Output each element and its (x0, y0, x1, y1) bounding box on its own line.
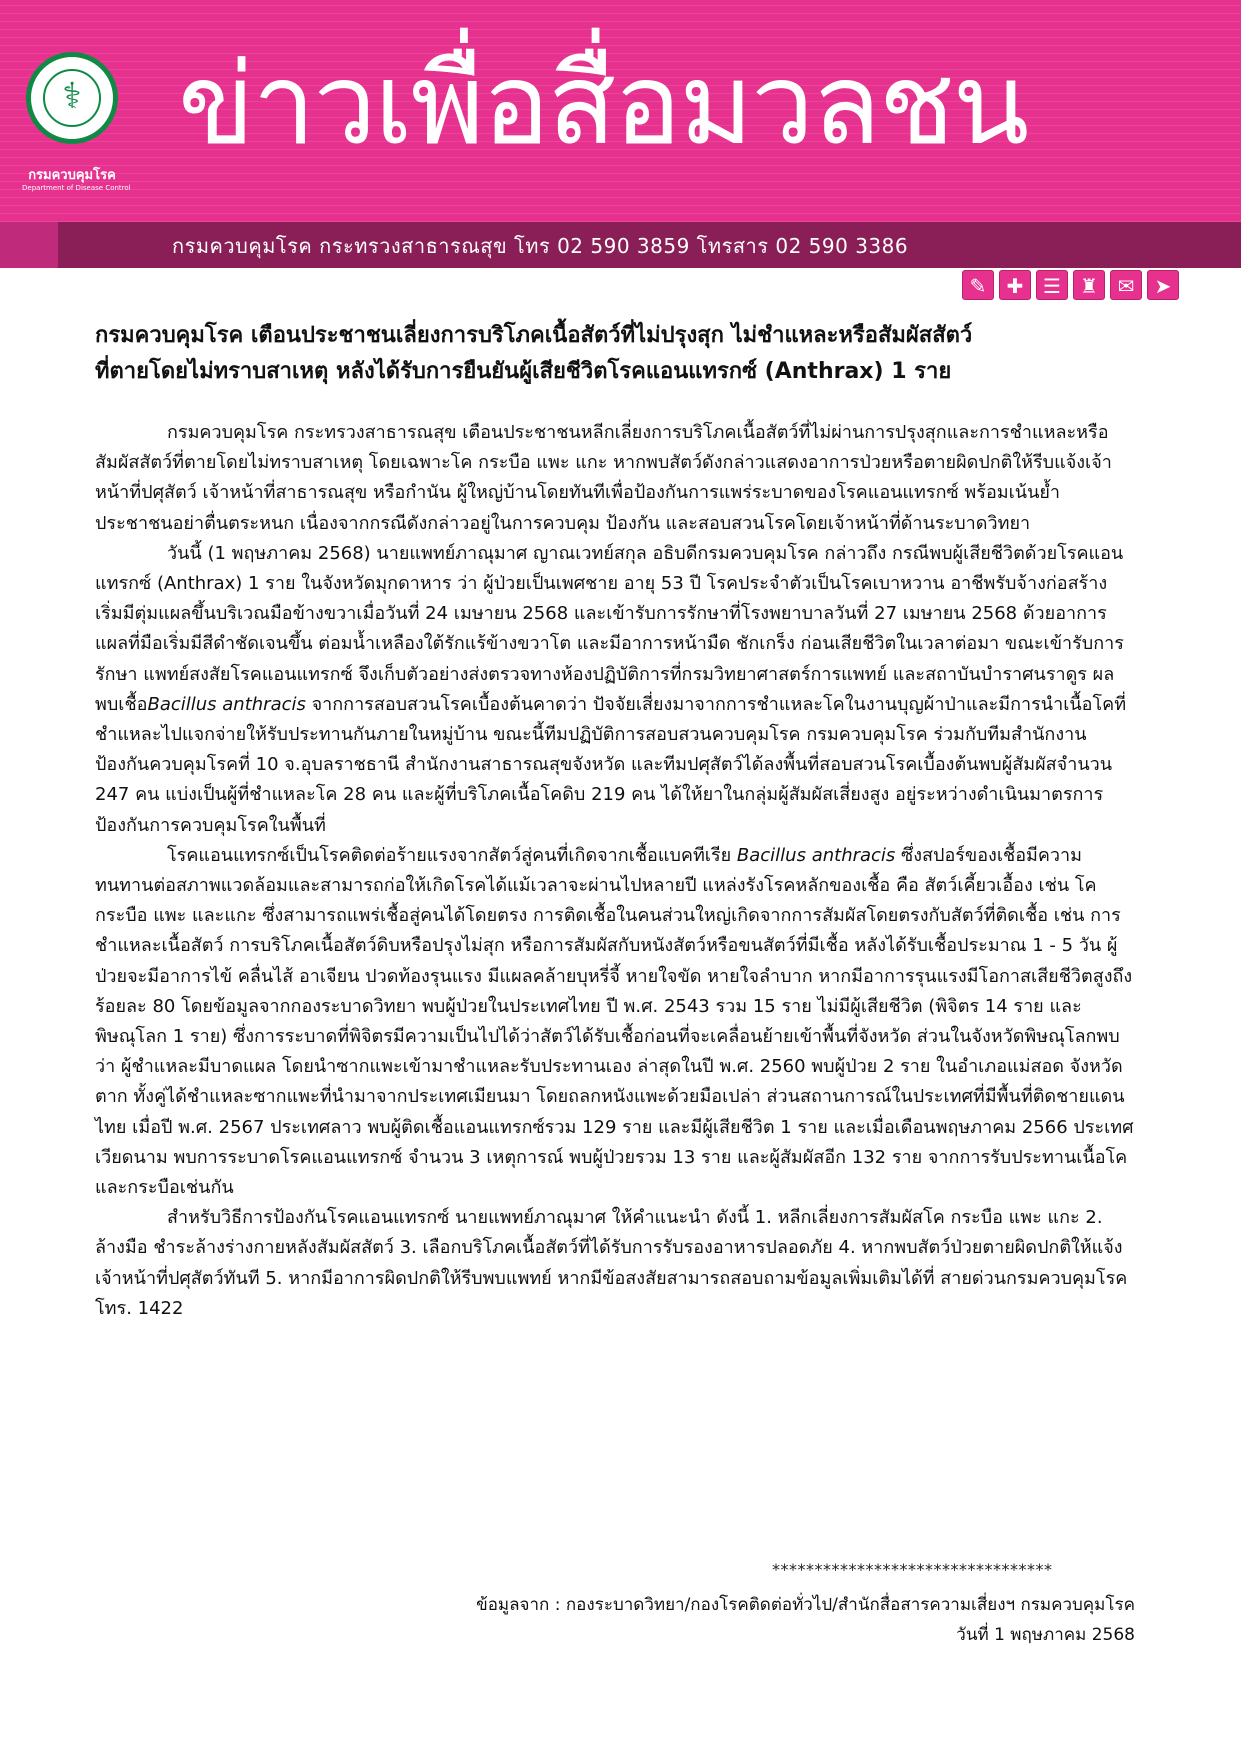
paragraph-2: วันนี้ (1 พฤษภาคม 2568) นายแพทย์ภาณุมาศ ญาณเวทย์สกุล อธิบดีกรมควบคุมโรค กล่าวถึง กรณีพบผู้เสียชีวิตด้วยโรคแอนแทรกซ์ (Anthrax) 1 ราย ในจังหวัดมุกดาหาร ว่า ผู้ป่วยเป็นเพศชาย อายุ 53 ปี โรคประจำตัวเป็นโรคเบาหวาน อาชีพรับจ้างก่อสร้าง เริ่มมีตุ่มแผลขึ้นบริเวณมือข้างขวาเมื่อวันที่ 24 เมษายน 2568 และเข้ารับการรักษาที่โรงพยาบาลวันที่ 27 เมษายน 2568 ด้วยอาการแผลที่มือเริ่มมีสีดำชัดเจนขึ้น ต่อมน้ำเหลืองใต้รักแร้ข้างขวาโต และมีอาการหน้ามืด ชักเกร็ง ก่อนเสียชีวิตในเวลาต่อมา ขณะเข้ารับการรักษา แพทย์สงสัยโรคแอนแทรกซ์ จึงเก็บตัวอย่างส่งตรวจทางห้องปฏิบัติการที่กรมวิทยาศาสตร์การแพทย์ และสถาบันบำราศนราดูร ผลพบเชื้อBacillus anthracis จากการสอบสวนโรคเบื้องต้นคาดว่า ปัจจัยเสี่ยงมาจากการชำแหละโคในงานบุญผ้าป่าและมีการนำเนื้อโคที่ชำแหละไปแจกจ่ายให้รับประทานกันภายในหมู่บ้าน ขณะนี้ทีมปฏิบัติการสอบสวนควบคุมโรค กรมควบคุมโรค ร่วมกับทีมสำนักงานป้องกันควบคุมโรคที่ 10 จ.อุบลราชธานี สำนักงานสาธารณสุขจังหวัด และทีมปศุสัตว์ได้ลงพื้นที่สอบสวนโรคเบื้องต้นพบผู้สัมผัสจำนวน 247 คน แบ่งเป็นผู้ที่ชำแหละโค 28 คน และผู้ที่บริโภคเนื้อโคดิบ 219 คน ได้ให้ยาในกลุ่มผู้สัมผัสเสี่ยงสูง อยู่ระหว่างดำเนินมาตรการป้องกันการควบคุมโรคในพื้นที่ (95, 542, 1127, 836)
flask-icon: ♜ (1073, 270, 1105, 300)
medical-cross-icon: ✚ (999, 270, 1031, 300)
article-headline (95, 318, 1145, 390)
clipboard-icon: ☰ (1036, 270, 1068, 300)
speech-bubble-icon: ✉ (1110, 270, 1142, 300)
paragraph-1: กรมควบคุมโรค กระทรวงสาธารณสุข เตือนประชาชนหลีกเลี่ยงการบริโภคเนื้อสัตว์ที่ไม่ผ่านการปรุงสุกและการชำแหละหรือสัมผัสสัตว์ที่ตายโดยไม่ทราบสาเหตุ โดยเฉพาะโค กระบือ แพะ แกะ หากพบสัตว์ดังกล่าวแสดงอาการป่วยหรือตายผิดปกติให้รีบแจ้งเจ้าหน้าที่ปศุสัตว์ เจ้าหน้าที่สาธารณสุข หรือกำนัน ผู้ใหญ่บ้านโดยทันทีเพื่อป้องกันการแพร่ระบาดของโรคแอนแทรกซ์ พร้อมเน้นย้ำประชาชนอย่าตื่นตระหนก เนื่องจากกรณีดังกล่าวอยู่ในการควบคุม ป้องกัน และสอบสวนโรคโดยเจ้าหน้าที่ด้านระบาดวิทยา (95, 422, 1112, 534)
logo-english-name: Department of Disease Control (22, 184, 131, 192)
pathogen-name: Bacillus anthracis (147, 693, 306, 715)
megaphone-icon: ➤ (1147, 270, 1179, 300)
headline-line-2: ที่ตายโดยไม่ทราบสาเหตุ หลังได้รับการยืนยันผู้เสียชีวิตโรคแอนแทรกซ์ (Anthrax) 1 ราย (95, 359, 952, 384)
caduceus-icon: ⚕ (62, 76, 82, 117)
logo-emblem (26, 52, 118, 144)
source-credit (476, 1590, 1135, 1650)
logo-name: กรมควบคุมโรค (28, 168, 116, 183)
contact-bar (0, 222, 1241, 268)
syringe-icon: ✎ (962, 270, 994, 300)
contact-text: กรมควบคุมโรค กระทรวงสาธารณสุข โทร 02 590 3859 โทรสาร 02 590 3386 (172, 234, 909, 258)
publish-date: วันที่ 1 พฤษภาคม 2568 (956, 1625, 1135, 1645)
article-body (95, 418, 1135, 1324)
header-banner (0, 0, 1241, 222)
banner-title: ข่าวเพื่อสื่อมวลชน (178, 40, 1028, 170)
paragraph-4: สำหรับวิธีการป้องกันโรคแอนแทรกซ์ นายแพทย์ภาณุมาศ ให้คำแนะนำ ดังนี้ 1. หลีกเลี่ยงการสัมผัสโค กระบือ แพะ แกะ 2. ล้างมือ ชำระล้างร่างกายหลังสัมผัสสัตว์ 3. เลือกบริโภคเนื้อสัตว์ที่ได้รับการรับรองอาหารปลอดภัย 4. หากพบสัตว์ป่วยตายผิดปกติให้แจ้งเจ้าหน้าที่ปศุสัตว์ทันที 5. หากมีอาการผิดปกติให้รีบพบแพทย์ หากมีข้อสงสัยสามารถสอบถามข้อมูลเพิ่มเติมได้ที่ สายด่วนกรมควบคุมโรค โทร. 1422 (95, 1207, 1128, 1319)
divider-stars: ********************************* (772, 1560, 1053, 1579)
source-text: ข้อมูลจาก : กองระบาดวิทยา/กองโรคติดต่อทั่วไป/สำนักสื่อสารความเสี่ยงฯ กรมควบคุมโรค (476, 1595, 1135, 1615)
headline-line-1: กรมควบคุมโรค เตือนประชาชนเลี่ยงการบริโภคเนื้อสัตว์ที่ไม่ปรุงสุก ไม่ชำแหละหรือสัมผัสสัตว์ (95, 323, 973, 348)
ddc-logo (22, 52, 131, 202)
paragraph-3: โรคแอนแทรกซ์เป็นโรคติดต่อร้ายแรงจากสัตว์สู่คนที่เกิดจากเชื้อแบคทีเรีย Bacillus anthracis ซึ่งสปอร์ของเชื้อมีความทนทานต่อสภาพแวดล้อมและสามารถก่อให้เกิดโรคได้แม้เวลาจะผ่านไปหลายปี แหล่งรังโรคหลักของเชื้อ คือ สัตว์เคี้ยวเอื้อง เช่น โค กระบือ แพะ และแกะ ซึ่งสามารถแพร่เชื้อสู่คนได้โดยตรง การติดเชื้อในคนส่วนใหญ่เกิดจากการสัมผัสโดยตรงกับสัตว์ที่ติดเชื้อ เช่น การชำแหละเนื้อสัตว์ การบริโภคเนื้อสัตว์ดิบหรือปรุงไม่สุก หรือการสัมผัสกับหนังสัตว์หรือขนสัตว์ที่มีเชื้อ หลังได้รับเชื้อประมาณ 1 - 5 วัน ผู้ป่วยจะมีอาการไข้ คลื่นไส้ อาเจียน ปวดท้องรุนแรง มีแผลคล้ายบุหรี่จี้ หายใจขัด หายใจลำบาก หากมีอาการรุนแรงมีโอกาสเสียชีวิตสูงถึงร้อยละ 80 โดยข้อมูลจากกองระบาดวิทยา พบผู้ป่วยในประเทศไทย ปี พ.ศ. 2543 รวม 15 ราย ไม่มีผู้เสียชีวิต (พิจิตร 14 ราย และพิษณุโลก 1 ราย) ซึ่งการระบาดที่พิจิตรมีความเป็นไปได้ว่าสัตว์ได้รับเชื้อก่อนที่จะเคลื่อนย้ายเข้าพื้นที่จังหวัด ส่วนในจังหวัดพิษณุโลกพบว่า ผู้ชำแหละมีบาดแผล โดยนำซากแพะเข้ามาชำแหละรับประทานเอง ล่าสุดในปี พ.ศ. 2560 พบผู้ป่วย 2 ราย ในอำเภอแม่สอด จังหวัดตาก ทั้งคู่ได้ชำแหละซากแพะที่นำมาจากประเทศเมียนมา โดยถลกหนังแพะด้วยมือเปล่า ส่วนสถานการณ์ในประเทศที่มีพื้นที่ติดชายแดนไทย เมื่อปี พ.ศ. 2567 ประเทศลาว พบผู้ติดเชื้อแอนแทรกซ์รวม 129 ราย และมีผู้เสียชีวิต 1 ราย และเมื่อเดือนพฤษภาคม 2566 ประเทศเวียดนาม พบการระบาดโรคแอนแทรกซ์ จำนวน 3 เหตุการณ์ พบผู้ป่วยรวม 13 ราย และผู้สัมผัสอีก 132 ราย จากการรับประทานเนื้อโคและกระบือเช่นกัน (95, 844, 1134, 1199)
pathogen-name: Bacillus anthracis (736, 844, 896, 866)
category-icons (962, 270, 1179, 302)
